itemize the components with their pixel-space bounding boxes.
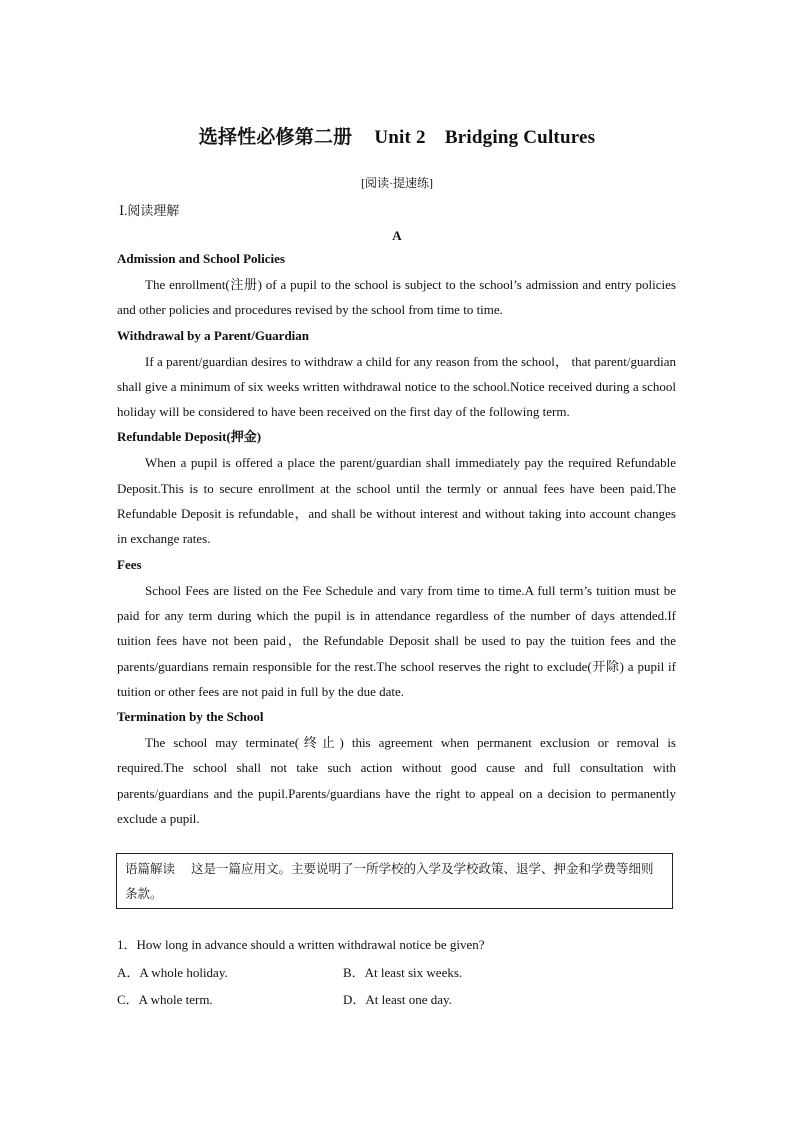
section-heading: Fees — [117, 556, 142, 572]
passage-section — [117, 323, 676, 425]
option-letter: B． — [343, 965, 365, 980]
question-text: How long in advance should a written withdrawal notice be given? — [136, 937, 485, 952]
option-c[interactable] — [117, 989, 213, 1008]
option-b[interactable] — [343, 962, 462, 981]
option-d[interactable] — [343, 989, 452, 1008]
section-label: Ⅰ.阅读理解 — [119, 203, 180, 218]
section-heading: Admission and School Policies — [117, 251, 285, 266]
section-paragraph: The enrollment(注册) of a pupil to the school is subject to the school’s admission and entry policies and other policies and procedures revised by the school from time to time. — [117, 277, 676, 318]
section-heading: Refundable Deposit(押金) — [117, 429, 262, 445]
section-paragraph: When a pupil is offered a place the parent/guardian shall immediately pay the required Refundable Deposit.This is to secure enrollment at the school until the termly or annual fees have been paid.The Refundable Deposit is refundable，and shall be without interest and without taking into account changes in exchange rates. — [117, 455, 676, 547]
option-text: At least six weeks. — [364, 965, 463, 980]
summary-label: 语篇解读 — [125, 862, 176, 876]
section-paragraph: If a parent/guardian desires to withdraw a child for any reason from the school， that parent/guardian shall give a minimum of six weeks written withdrawal notice to the school.Notice received during a school holiday will be considered to have been received on the first day of the following term. — [117, 353, 676, 420]
title-chinese: 选择性必修第二册 — [198, 127, 353, 148]
option-text: At least one day. — [365, 992, 452, 1007]
title-english: Unit 2 Bridging Cultures — [374, 127, 596, 148]
passage-section — [117, 704, 676, 831]
question-number: 1． — [117, 937, 137, 952]
passage-letter: A — [392, 228, 402, 243]
section-heading: Termination by the School — [117, 709, 264, 725]
section-paragraph: The school may terminate(终止) this agreement when permanent exclusion or removal is required.The school shall not take such action without good cause and full consultation with parents/guardians and the pupil.Parents/guardians have the right to appeal on a decision to permanently exclude a pupil. — [117, 735, 676, 827]
passage-section — [117, 246, 676, 323]
option-letter: A． — [117, 965, 140, 980]
passage-body — [117, 246, 676, 831]
option-a[interactable] — [117, 962, 228, 981]
section-paragraph: School Fees are listed on the Fee Schedule and vary from time to time.A full term’s tuition must be paid for any term during which the pupil is in attendance regardless of the number of days attended.If tuition fees have not been paid，the Refundable Deposit shall be used to pay the tuition fees and the parents/guardians remain responsible for the rest.The school reserves the right to exclude(开除) a pupil if tuition or other fees are not paid in full by the due date. — [117, 582, 676, 699]
question-1 — [117, 934, 485, 953]
option-letter: D． — [343, 992, 366, 1007]
option-letter: C． — [117, 992, 139, 1007]
section-heading: Withdrawal by a Parent/Guardian — [117, 327, 310, 343]
summary-text: 这是一篇应用文。主要说明了一所学校的入学及学校政策、退学、押金和学费等细则条款。 — [125, 862, 654, 901]
option-text: A whole holiday. — [139, 965, 228, 980]
passage-section — [117, 424, 676, 551]
option-text: A whole term. — [138, 992, 213, 1007]
page-title — [0, 122, 794, 149]
passage-summary-box — [116, 853, 673, 909]
exercise-subtitle: [阅读·提速练] — [361, 176, 433, 190]
passage-section — [117, 552, 676, 704]
